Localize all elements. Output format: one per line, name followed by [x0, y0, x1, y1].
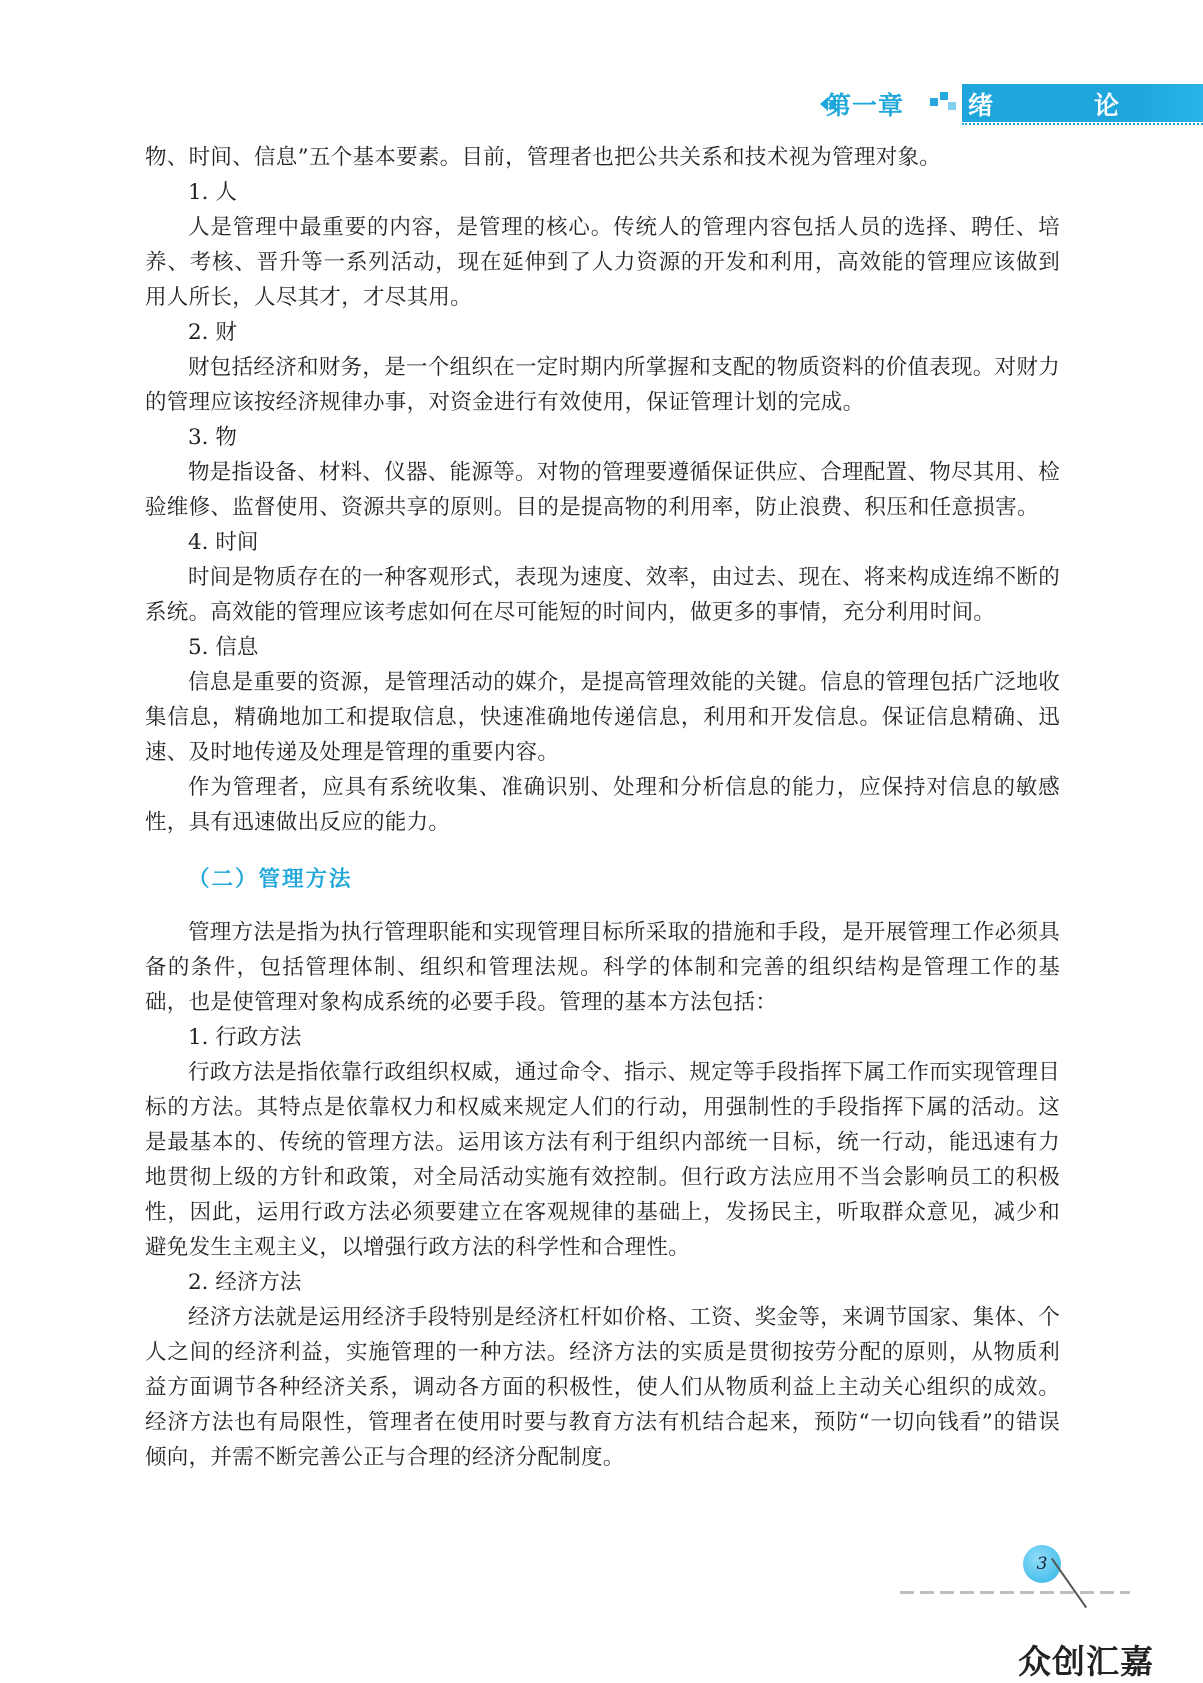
- paragraph: 时间是物质存在的一种客观形式，表现为速度、效率，由过去、现在、将来构成连绵不断的系统。高效能的管理应该考虑如何在尽可能短的时间内，做更多的事情，充分利用时间。: [145, 565, 1061, 625]
- checker-decoration: [948, 102, 956, 110]
- chapter-label: 第一章: [826, 91, 905, 120]
- page-number: 3: [1023, 1545, 1061, 1583]
- paragraph: 行政方法是指依靠行政组织权威，通过命令、指示、规定等手段指挥下属工作而实现管理目标的方法。其特点是依靠权力和权威来规定人们的行动，用强制性的手段指挥下属的活动。这是最基本的、传统的管理方法。运用该方法有利于组织内部统一目标，统一行动，能迅速有力地贯彻上级的方针和政策，对全局活动实施有效控制。但行政方法应用不当会影响员工的积极性，因此，运用行政方法必须要建立在客观规律的基础上，发扬民主，听取群众意见，减少和避免发生主观主义，以增强行政方法的科学性和合理性。: [145, 1060, 1061, 1260]
- element-heading: 1. 人: [188, 180, 237, 205]
- running-header: [0, 0, 1203, 140]
- method-heading: 2. 经济方法: [188, 1270, 302, 1295]
- paragraph: 物是指设备、材料、仪器、能源等。对物的管理要遵循保证供应、合理配置、物尽其用、检验维修、监督使用、资源共享的原则。目的是提高物的利用率，防止浪费、积压和任意损害。: [145, 460, 1061, 520]
- paragraph: 财包括经济和财务，是一个组织在一定时期内所掌握和支配的物质资料的价值表现。对财力的管理应该按经济规律办事，对资金进行有效使用，保证管理计划的完成。: [145, 355, 1061, 415]
- paragraph: 物、时间、信息”五个基本要素。目前，管理者也把公共关系和技术视为管理对象。: [145, 145, 942, 170]
- header-dotted-rule: [962, 123, 1203, 125]
- footer-diagonal-stroke: [1051, 1558, 1087, 1608]
- paragraph: 信息是重要的资源，是管理活动的媒介，是提高管理效能的关键。信息的管理包括广泛地收集信息，精确地加工和提取信息，快速准确地传递信息，利用和开发信息。保证信息精确、迅速、及时地传递及处理是管理的重要内容。: [145, 670, 1061, 765]
- checker-decoration: [930, 98, 938, 106]
- page-footer: [880, 1545, 1120, 1605]
- watermark-logo: 众创汇嘉: [1018, 1642, 1154, 1681]
- element-heading: 3. 物: [188, 425, 237, 450]
- body-text: [145, 140, 1060, 1475]
- element-heading: 2. 财: [188, 320, 237, 345]
- element-heading: 5. 信息: [188, 635, 259, 660]
- element-heading: 4. 时间: [188, 530, 259, 555]
- footer-dashed-rule: [900, 1591, 1130, 1594]
- checker-decoration: [940, 92, 948, 100]
- chapter-title: 绪 论: [968, 91, 1158, 120]
- paragraph: 经济方法就是运用经济手段特别是经济杠杆如价格、工资、奖金等，来调节国家、集体、个人之间的经济利益，实施管理的一种方法。经济方法的实质是贯彻按劳分配的原则，从物质利益方面调节各种经济关系，调动各方面的积极性，使人们从物质利益上主动关心组织的成效。经济方法也有局限性，管理者在使用时要与教育方法有机结合起来，预防“一切向钱看”的错误倾向，并需不断完善公正与合理的经济分配制度。: [145, 1305, 1061, 1470]
- paragraph: 管理方法是指为执行管理职能和实现管理目标所采取的措施和手段，是开展管理工作必须具备的条件，包括管理体制、组织和管理法规。科学的体制和完善的组织结构是管理工作的基础，也是使管理对象构成系统的必要手段。管理的基本方法包括：: [145, 920, 1061, 1015]
- section-title: （二）管理方法: [188, 867, 353, 892]
- paragraph: 作为管理者，应具有系统收集、准确识别、处理和分析信息的能力，应保持对信息的敏感性，具有迅速做出反应的能力。: [145, 775, 1060, 835]
- method-heading: 1. 行政方法: [188, 1025, 302, 1050]
- paragraph: 人是管理中最重要的内容，是管理的核心。传统人的管理内容包括人员的选择、聘任、培养、考核、晋升等一系列活动，现在延伸到了人力资源的开发和利用，高效能的管理应该做到用人所长，人尽其才，才尽其用。: [145, 215, 1060, 310]
